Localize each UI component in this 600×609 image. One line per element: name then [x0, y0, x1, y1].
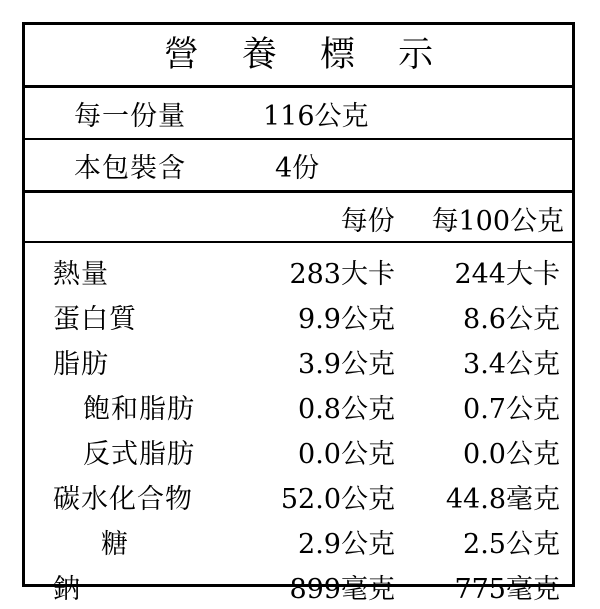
table-row: [25, 294, 572, 339]
servings-per-package-row: [25, 140, 572, 193]
nutrient-per-100g: 0.7公克: [463, 394, 560, 425]
nutrient-name: 熱量: [53, 259, 109, 290]
nutrient-rows: [25, 243, 572, 609]
nutrition-facts-table: [22, 22, 575, 605]
nutrient-per-serving: 9.9公克: [298, 304, 395, 335]
nutrient-name: 飽和脂肪: [83, 394, 195, 425]
serving-size-label: 每一份量: [74, 100, 186, 132]
servings-per-package-value: 4份: [275, 152, 320, 184]
nutrient-per-serving: 52.0公克: [280, 484, 395, 515]
servings-per-package-label: 本包裝含: [74, 152, 186, 184]
nutrient-per-serving: 2.9公克: [298, 529, 395, 560]
nutrient-per-100g: 775毫克: [454, 574, 560, 605]
column-header-per-serving: 每份: [340, 206, 395, 237]
nutrient-per-100g: 3.4公克: [463, 349, 560, 380]
nutrient-per-serving: 3.9公克: [298, 349, 395, 380]
serving-size-value: 116公克: [263, 100, 369, 132]
nutrient-name: 蛋白質: [53, 304, 137, 335]
nutrition-title-row: [25, 25, 572, 88]
column-header-per-100g: 每100公克: [431, 206, 565, 237]
page-title: 營 養 標 示: [163, 34, 450, 75]
nutrient-per-100g: 2.5公克: [463, 529, 560, 560]
table-row: [25, 564, 572, 609]
nutrient-per-serving: 0.0公克: [298, 439, 395, 470]
nutrient-name: 脂肪: [53, 349, 109, 380]
nutrient-name: 糖: [101, 529, 129, 560]
nutrient-name: 碳水化合物: [53, 484, 193, 515]
nutrient-per-100g: 8.6公克: [463, 304, 560, 335]
nutrient-per-100g: 0.0公克: [463, 439, 560, 470]
table-row: [25, 249, 572, 294]
column-header-row: [25, 193, 572, 243]
nutrient-name: 反式脂肪: [83, 439, 195, 470]
nutrient-name: 鈉: [53, 574, 81, 605]
serving-size-row: [25, 88, 572, 140]
table-row: [25, 474, 572, 519]
nutrient-per-100g: 244大卡: [454, 259, 560, 290]
table-row: [25, 384, 572, 429]
nutrient-per-serving: 899毫克: [289, 574, 395, 605]
table-row: [25, 519, 572, 564]
table-row: [25, 339, 572, 384]
nutrient-per-100g: 44.8毫克: [445, 484, 560, 515]
table-row: [25, 429, 572, 474]
nutrient-per-serving: 283大卡: [289, 259, 395, 290]
nutrient-per-serving: 0.8公克: [298, 394, 395, 425]
